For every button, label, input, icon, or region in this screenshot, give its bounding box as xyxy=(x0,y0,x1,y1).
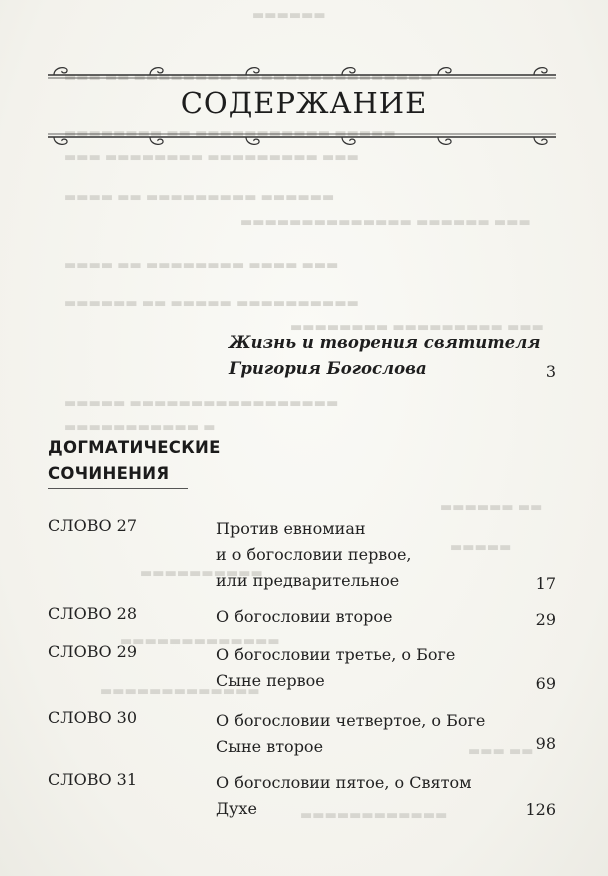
show-through-text: ▬▬▬▬▬▬▬▬▬▬▬▬▬ xyxy=(100,684,260,699)
show-through-text: ▬▬▬ ▬▬ ▬▬▬▬▬▬▬▬ ▬▬▬▬▬▬▬▬▬▬▬▬▬▬▬▬ xyxy=(64,70,433,85)
show-through-text: ▬▬▬▬ ▬▬ ▬▬▬▬▬▬▬▬▬ ▬▬▬▬▬▬ xyxy=(64,190,335,205)
ornament-curl xyxy=(534,68,547,75)
entry-page-number: 29 xyxy=(535,610,556,629)
section-underline xyxy=(48,488,188,489)
show-through-text: ▬▬▬▬▬▬▬▬ ▬▬▬▬▬▬▬▬▬ ▬▬▬ xyxy=(290,320,544,335)
entry-label: СЛОВО 28 xyxy=(48,604,138,623)
entry-label: СЛОВО 30 xyxy=(48,708,138,727)
intro-page-number: 3 xyxy=(545,362,556,381)
entry-title-line: О богословии второе xyxy=(216,607,393,626)
ornament-curl xyxy=(246,68,259,75)
show-through-text: ▬▬▬▬▬ ▬▬▬▬▬▬▬▬▬▬▬▬▬▬▬▬▬ xyxy=(64,396,339,411)
show-through-text: ▬▬▬▬▬▬▬▬▬▬▬ ▬ xyxy=(64,420,216,435)
entry-page-number: 69 xyxy=(535,674,556,693)
entry-page-number: 126 xyxy=(525,800,556,819)
show-through-text: ▬▬▬▬▬▬▬▬▬▬▬▬▬ xyxy=(120,634,280,649)
ornament-curl xyxy=(150,137,163,144)
show-through-text: ▬▬▬▬▬ xyxy=(450,540,512,555)
show-through-text: ▬▬▬▬▬▬▬▬▬▬▬▬ xyxy=(300,808,448,823)
show-through-text: ▬▬▬▬▬▬▬▬ ▬▬ ▬▬▬▬▬▬▬▬▬▬▬ ▬▬▬▬▬ xyxy=(64,126,396,141)
ornament-curl xyxy=(438,68,451,75)
ornament-curl xyxy=(54,137,67,144)
section-heading xyxy=(48,435,221,487)
entry-title-line: О богословии третье, о Боге xyxy=(216,645,456,664)
ornament-curl xyxy=(534,137,547,144)
intro-title-line1: Жизнь и творения святителя xyxy=(229,333,541,352)
ornament-curl xyxy=(438,137,451,144)
top-ornament-border xyxy=(48,60,556,82)
entry-title-line: Сыне первое xyxy=(216,671,325,690)
show-through-text: ▬▬▬▬▬▬▬▬▬▬▬▬▬▬ ▬▬▬▬▬▬ ▬▬▬ xyxy=(240,215,531,230)
entry-title-line: О богословии пятое, о Святом xyxy=(216,773,472,792)
entry-title-line: или предварительное xyxy=(216,571,400,590)
entry-title-line: О богословии четвертое, о Боге xyxy=(216,711,486,730)
entry-label: СЛОВО 27 xyxy=(48,516,138,535)
show-through-text: ▬▬▬▬▬▬▬▬▬▬ xyxy=(140,566,263,581)
intro-title-line2: Григория Богослова xyxy=(229,359,427,378)
section-heading-line2: СОЧИНЕНИЯ xyxy=(48,464,170,483)
entry-page-number: 17 xyxy=(535,574,556,593)
page-title: СОДЕРЖАНИЕ xyxy=(180,86,428,120)
show-through-text: ▬▬▬ ▬▬ xyxy=(468,744,534,759)
entry-title-line: и о богословии первое, xyxy=(216,545,412,564)
show-through-text: ▬▬▬▬▬▬ ▬▬ ▬▬▬▬▬ ▬▬▬▬▬▬▬▬▬▬ xyxy=(64,296,359,311)
ornament-curl xyxy=(342,137,355,144)
entry-label: СЛОВО 29 xyxy=(48,642,138,661)
show-through-text: ▬▬▬▬ ▬▬ ▬▬▬▬▬▬▬▬ ▬▬▬▬ ▬▬▬ xyxy=(64,258,339,273)
show-through-text: ▬▬▬ ▬▬▬▬▬▬▬▬ ▬▬▬▬▬▬▬▬▬ ▬▬▬ xyxy=(64,150,359,165)
show-through-text: ▬▬▬▬▬▬ ▬▬ xyxy=(440,500,543,515)
entry-title-line: Против евномиан xyxy=(216,519,366,538)
ornament-curl xyxy=(150,68,163,75)
entry-page-number: 98 xyxy=(535,734,556,753)
entry-title-line: Сыне второе xyxy=(216,737,324,756)
ornament-curl xyxy=(246,137,259,144)
bottom-ornament-border xyxy=(48,130,556,152)
ornament-curl xyxy=(342,68,355,75)
entry-title-line: Духе xyxy=(216,799,257,818)
section-heading-line1: ДОГМАТИЧЕСКИЕ xyxy=(48,438,221,457)
entry-label: СЛОВО 31 xyxy=(48,770,138,789)
show-through-text: ▬▬▬▬▬▬ xyxy=(252,8,326,23)
ornament-curl xyxy=(54,68,67,75)
